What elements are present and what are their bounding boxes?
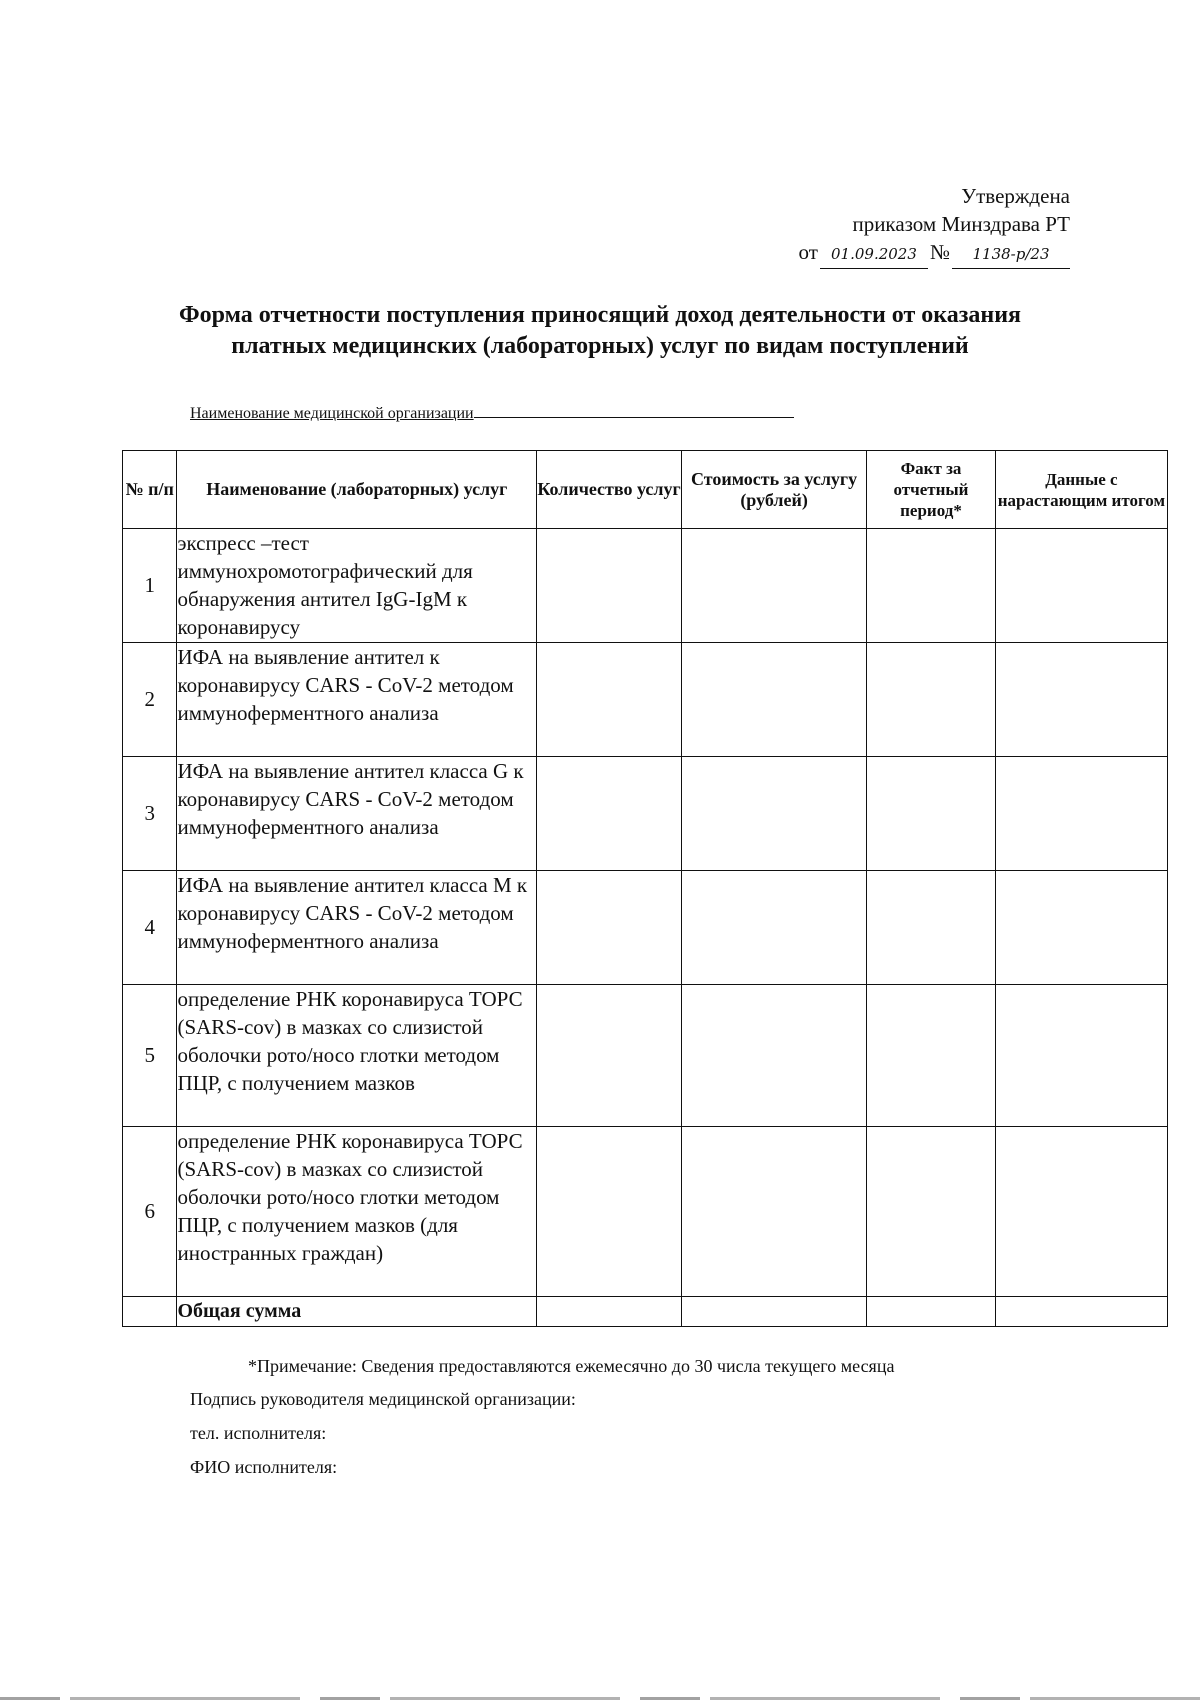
scan-edge-artifact (0, 1697, 1200, 1700)
cell-cumulative[interactable] (995, 643, 1167, 757)
cell-cumulative[interactable] (995, 985, 1167, 1127)
header-cumulative: Данные с нарастающим итогом (995, 451, 1167, 529)
organization-line (190, 405, 794, 423)
total-price[interactable] (681, 1297, 866, 1327)
approval-line-2: приказом Минздрава РТ (852, 212, 1070, 236)
cell-qty[interactable] (537, 1127, 682, 1297)
head-signature-label: Подпись руководителя медицинской организации: (190, 1389, 576, 1409)
cell-cumulative[interactable] (995, 1127, 1167, 1297)
header-fact: Факт за отчетный период* (867, 451, 996, 529)
cell-cumulative[interactable] (995, 757, 1167, 871)
cell-fact[interactable] (867, 643, 996, 757)
table-row (123, 1127, 1168, 1297)
cell-price[interactable] (681, 757, 866, 871)
document-title: Форма отчетности поступления приносящий доход деятельности от оказания платных медицинских (лабораторных) услуг по видам поступлений (178, 302, 1022, 359)
header-qty: Количество услуг (537, 451, 682, 529)
total-fact[interactable] (867, 1297, 996, 1327)
phone-label: тел. исполнителя: (190, 1423, 327, 1443)
cell-qty[interactable] (537, 529, 682, 643)
cell-cumulative[interactable] (995, 871, 1167, 985)
cell-price[interactable] (681, 871, 866, 985)
header-price: Стоимость за услугу (рублей) (681, 451, 866, 529)
row-num: 5 (123, 985, 177, 1127)
header-name: Наименование (лабораторных) услуг (177, 451, 537, 529)
cell-fact[interactable] (867, 529, 996, 643)
cell-fact[interactable] (867, 1127, 996, 1297)
row-service-name: экспресс –тест иммунохромотографический для обнаружения антител IgG-IgM к коронавирусу (177, 529, 537, 643)
cell-qty[interactable] (537, 757, 682, 871)
approval-from-label: от (798, 240, 818, 264)
cell-price[interactable] (681, 1127, 866, 1297)
row-service-name: ИФА на выявление антител класса M к коронавирусу CARS - CoV-2 методом иммуноферментного анализа (177, 871, 537, 985)
cell-fact[interactable] (867, 985, 996, 1127)
total-row (123, 1297, 1168, 1327)
table-row (123, 871, 1168, 985)
cell-qty[interactable] (537, 871, 682, 985)
table-row (123, 529, 1168, 643)
organization-blank-field (474, 417, 794, 418)
row-service-name: определение РНК коронавируса ТОРС (SARS-cov) в мазках со слизистой оболочки рото/носо глотки методом ПЦР, с получением мазков (для иностранных граждан) (177, 1127, 537, 1297)
table-header-row (123, 451, 1168, 529)
approval-line-1: Утверждена (961, 184, 1070, 208)
footnote: *Примечание: Сведения предоставляются ежемесячно до 30 числа текущего месяца (248, 1356, 895, 1376)
total-num-cell (123, 1297, 177, 1327)
cell-price[interactable] (681, 985, 866, 1127)
cell-qty[interactable] (537, 985, 682, 1127)
approval-number-label: № (929, 240, 950, 264)
cell-cumulative[interactable] (995, 529, 1167, 643)
row-num: 3 (123, 757, 177, 871)
approval-line-3 (799, 238, 1070, 269)
organization-label: Наименование медицинской организации (190, 405, 474, 422)
cell-price[interactable] (681, 529, 866, 643)
table-row (123, 757, 1168, 871)
table-row (123, 985, 1168, 1127)
row-num: 6 (123, 1127, 177, 1297)
header-num: № п/п (123, 451, 177, 529)
approval-number: 1138-р/23 (952, 240, 1070, 269)
table-row (123, 643, 1168, 757)
cell-qty[interactable] (537, 643, 682, 757)
row-num: 2 (123, 643, 177, 757)
total-qty[interactable] (537, 1297, 682, 1327)
row-service-name: ИФА на выявление антител класса G к коронавирусу CARS - CoV-2 методом иммуноферментного анализа (177, 757, 537, 871)
row-num: 1 (123, 529, 177, 643)
executor-name-label: ФИО исполнителя: (190, 1457, 338, 1477)
approval-date: 01.09.2023 (820, 240, 928, 269)
total-label: Общая сумма (177, 1297, 537, 1327)
row-service-name: ИФА на выявление антител к коронавирусу CARS - CoV-2 методом иммуноферментного анализа (177, 643, 537, 757)
approval-stamp (799, 182, 1070, 269)
cell-price[interactable] (681, 643, 866, 757)
row-num: 4 (123, 871, 177, 985)
row-service-name: определение РНК коронавируса ТОРС (SARS-cov) в мазках со слизистой оболочки рото/носо глотки методом ПЦР, с получением мазков (177, 985, 537, 1127)
cell-fact[interactable] (867, 871, 996, 985)
cell-fact[interactable] (867, 757, 996, 871)
total-cumulative[interactable] (995, 1297, 1167, 1327)
services-report-table (122, 450, 1168, 1327)
